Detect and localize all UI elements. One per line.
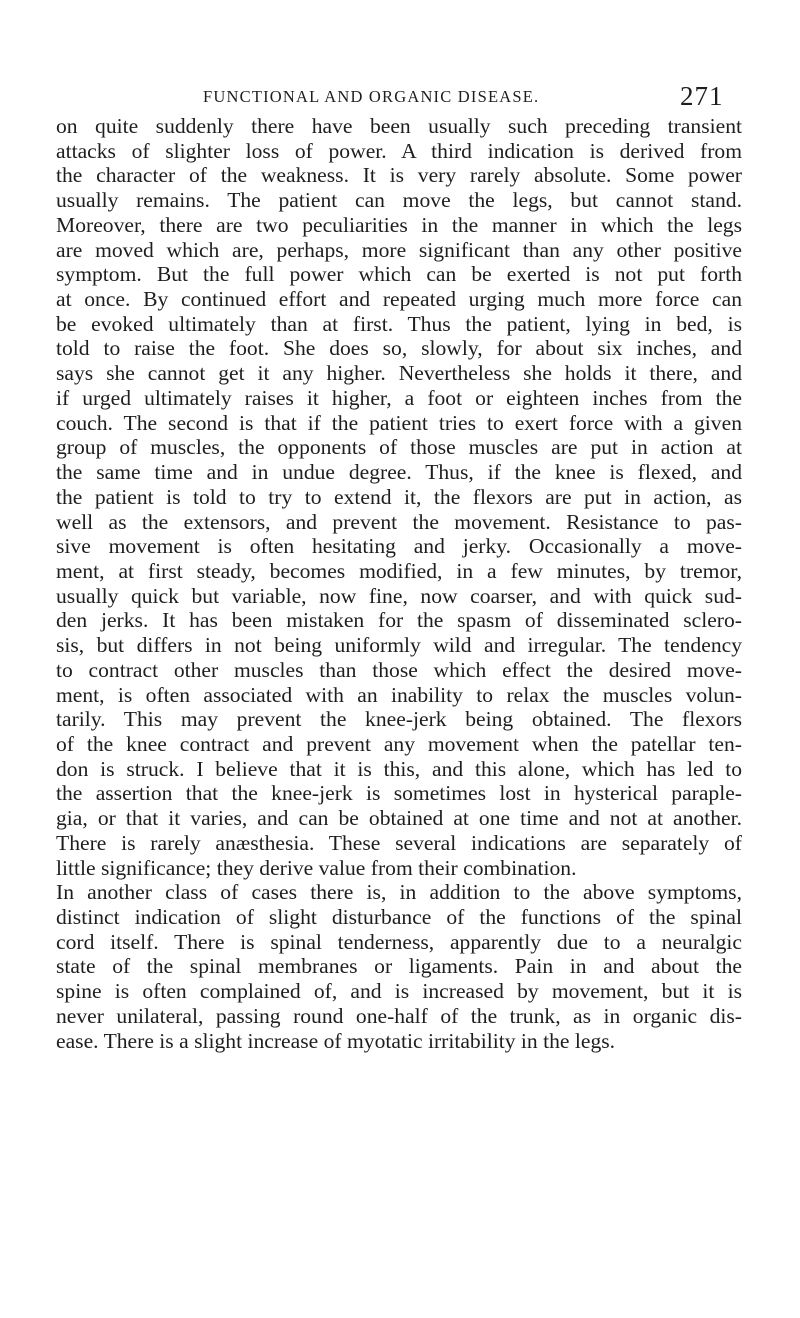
text-line: at once. By continued effort and repeated urging much more force can	[56, 287, 742, 312]
text-line: sis, but differs in not being uniformly wild and irregular. The tendency	[56, 633, 742, 658]
text-line: spine is often complained of, and is increased by movement, but it is	[56, 979, 742, 1004]
text-line: well as the extensors, and prevent the movement. Resistance to pas-	[56, 509, 742, 534]
text-line: state of the spinal membranes or ligaments. Pain in and about the	[56, 954, 742, 979]
text-line: the same time and in undue degree. Thus, if the knee is flexed, and	[56, 460, 742, 485]
text-line: cord itself. There is spinal tenderness, apparently due to a neuralgic	[56, 929, 742, 954]
text-line: be evoked ultimately than at first. Thus the patient, lying in bed, is	[56, 311, 742, 336]
text-line: the patient is told to try to extend it, the flexors are put in action, as	[56, 484, 742, 509]
body-text	[56, 114, 742, 1053]
text-line: group of muscles, the opponents of those muscles are put in action at	[56, 435, 742, 460]
text-line: distinct indication of slight disturbance of the functions of the spinal	[56, 905, 742, 929]
text-line: the character of the weakness. It is very rarely absolute. Some power	[56, 163, 742, 188]
text-line: on quite suddenly there have been usually such preceding transient	[56, 114, 742, 138]
text-line: den jerks. It has been mistaken for the spasm of disseminated sclero-	[56, 608, 742, 633]
text-line: don is struck. I believe that it is this, and this alone, which has led to	[56, 756, 742, 781]
text-line: usually remains. The patient can move the legs, but cannot stand.	[56, 188, 742, 213]
text-line: told to raise the foot. She does so, slowly, for about six inches, and	[56, 336, 742, 361]
text-line: ment, is often associated with an inability to relax the muscles volun-	[56, 682, 742, 707]
paragraph-end-line: little significance; they derive value from their combination.	[56, 855, 577, 880]
text-line: never unilateral, passing round one-half of the trunk, as in organic dis-	[56, 1003, 742, 1028]
text-line: are moved which are, perhaps, more significant than any other positive	[56, 237, 742, 262]
text-line: to contract other muscles than those which effect the desired move-	[56, 657, 742, 682]
running-head: FUNCTIONAL AND ORGANIC DISEASE.	[203, 87, 540, 106]
text-line: of the knee contract and prevent any movement when the patellar ten-	[56, 731, 742, 756]
text-line: ment, at first steady, becomes modified, in a few minutes, by tremor,	[56, 558, 742, 583]
text-line: says she cannot get it any higher. Nevertheless she holds it there, and	[56, 361, 742, 386]
text-line: usually quick but variable, now fine, now coarser, and with quick sud-	[56, 583, 742, 608]
page-number: 271	[680, 81, 724, 111]
text-line: attacks of slighter loss of power. A third indication is derived from	[56, 138, 742, 163]
text-line: if urged ultimately raises it higher, a foot or eighteen inches from the	[56, 385, 742, 410]
text-line: symptom. But the full power which can be exerted is not put forth	[56, 262, 742, 287]
text-line: Moreover, there are two peculiarities in the manner in which the legs	[56, 212, 742, 237]
text-line: sive movement is often hesitating and jerky. Occasionally a move-	[56, 534, 742, 559]
paragraph-end-line: ease. There is a slight increase of myotatic irritability in the legs.	[56, 1028, 616, 1053]
text-line: There is rarely anæsthesia. These several indications are separately of	[56, 830, 742, 855]
text-line: tarily. This may prevent the knee-jerk being obtained. The flexors	[56, 707, 742, 732]
page-header	[0, 83, 800, 113]
text-line: couch. The second is that if the patient tries to exert force with a given	[56, 410, 742, 435]
text-line: gia, or that it varies, and can be obtained at one time and not at another.	[56, 806, 742, 831]
text-line: the assertion that the knee-jerk is sometimes lost in hysterical paraple-	[56, 781, 742, 806]
paragraph-start-line: In another class of cases there is, in addition to the above symptoms,	[56, 880, 742, 905]
